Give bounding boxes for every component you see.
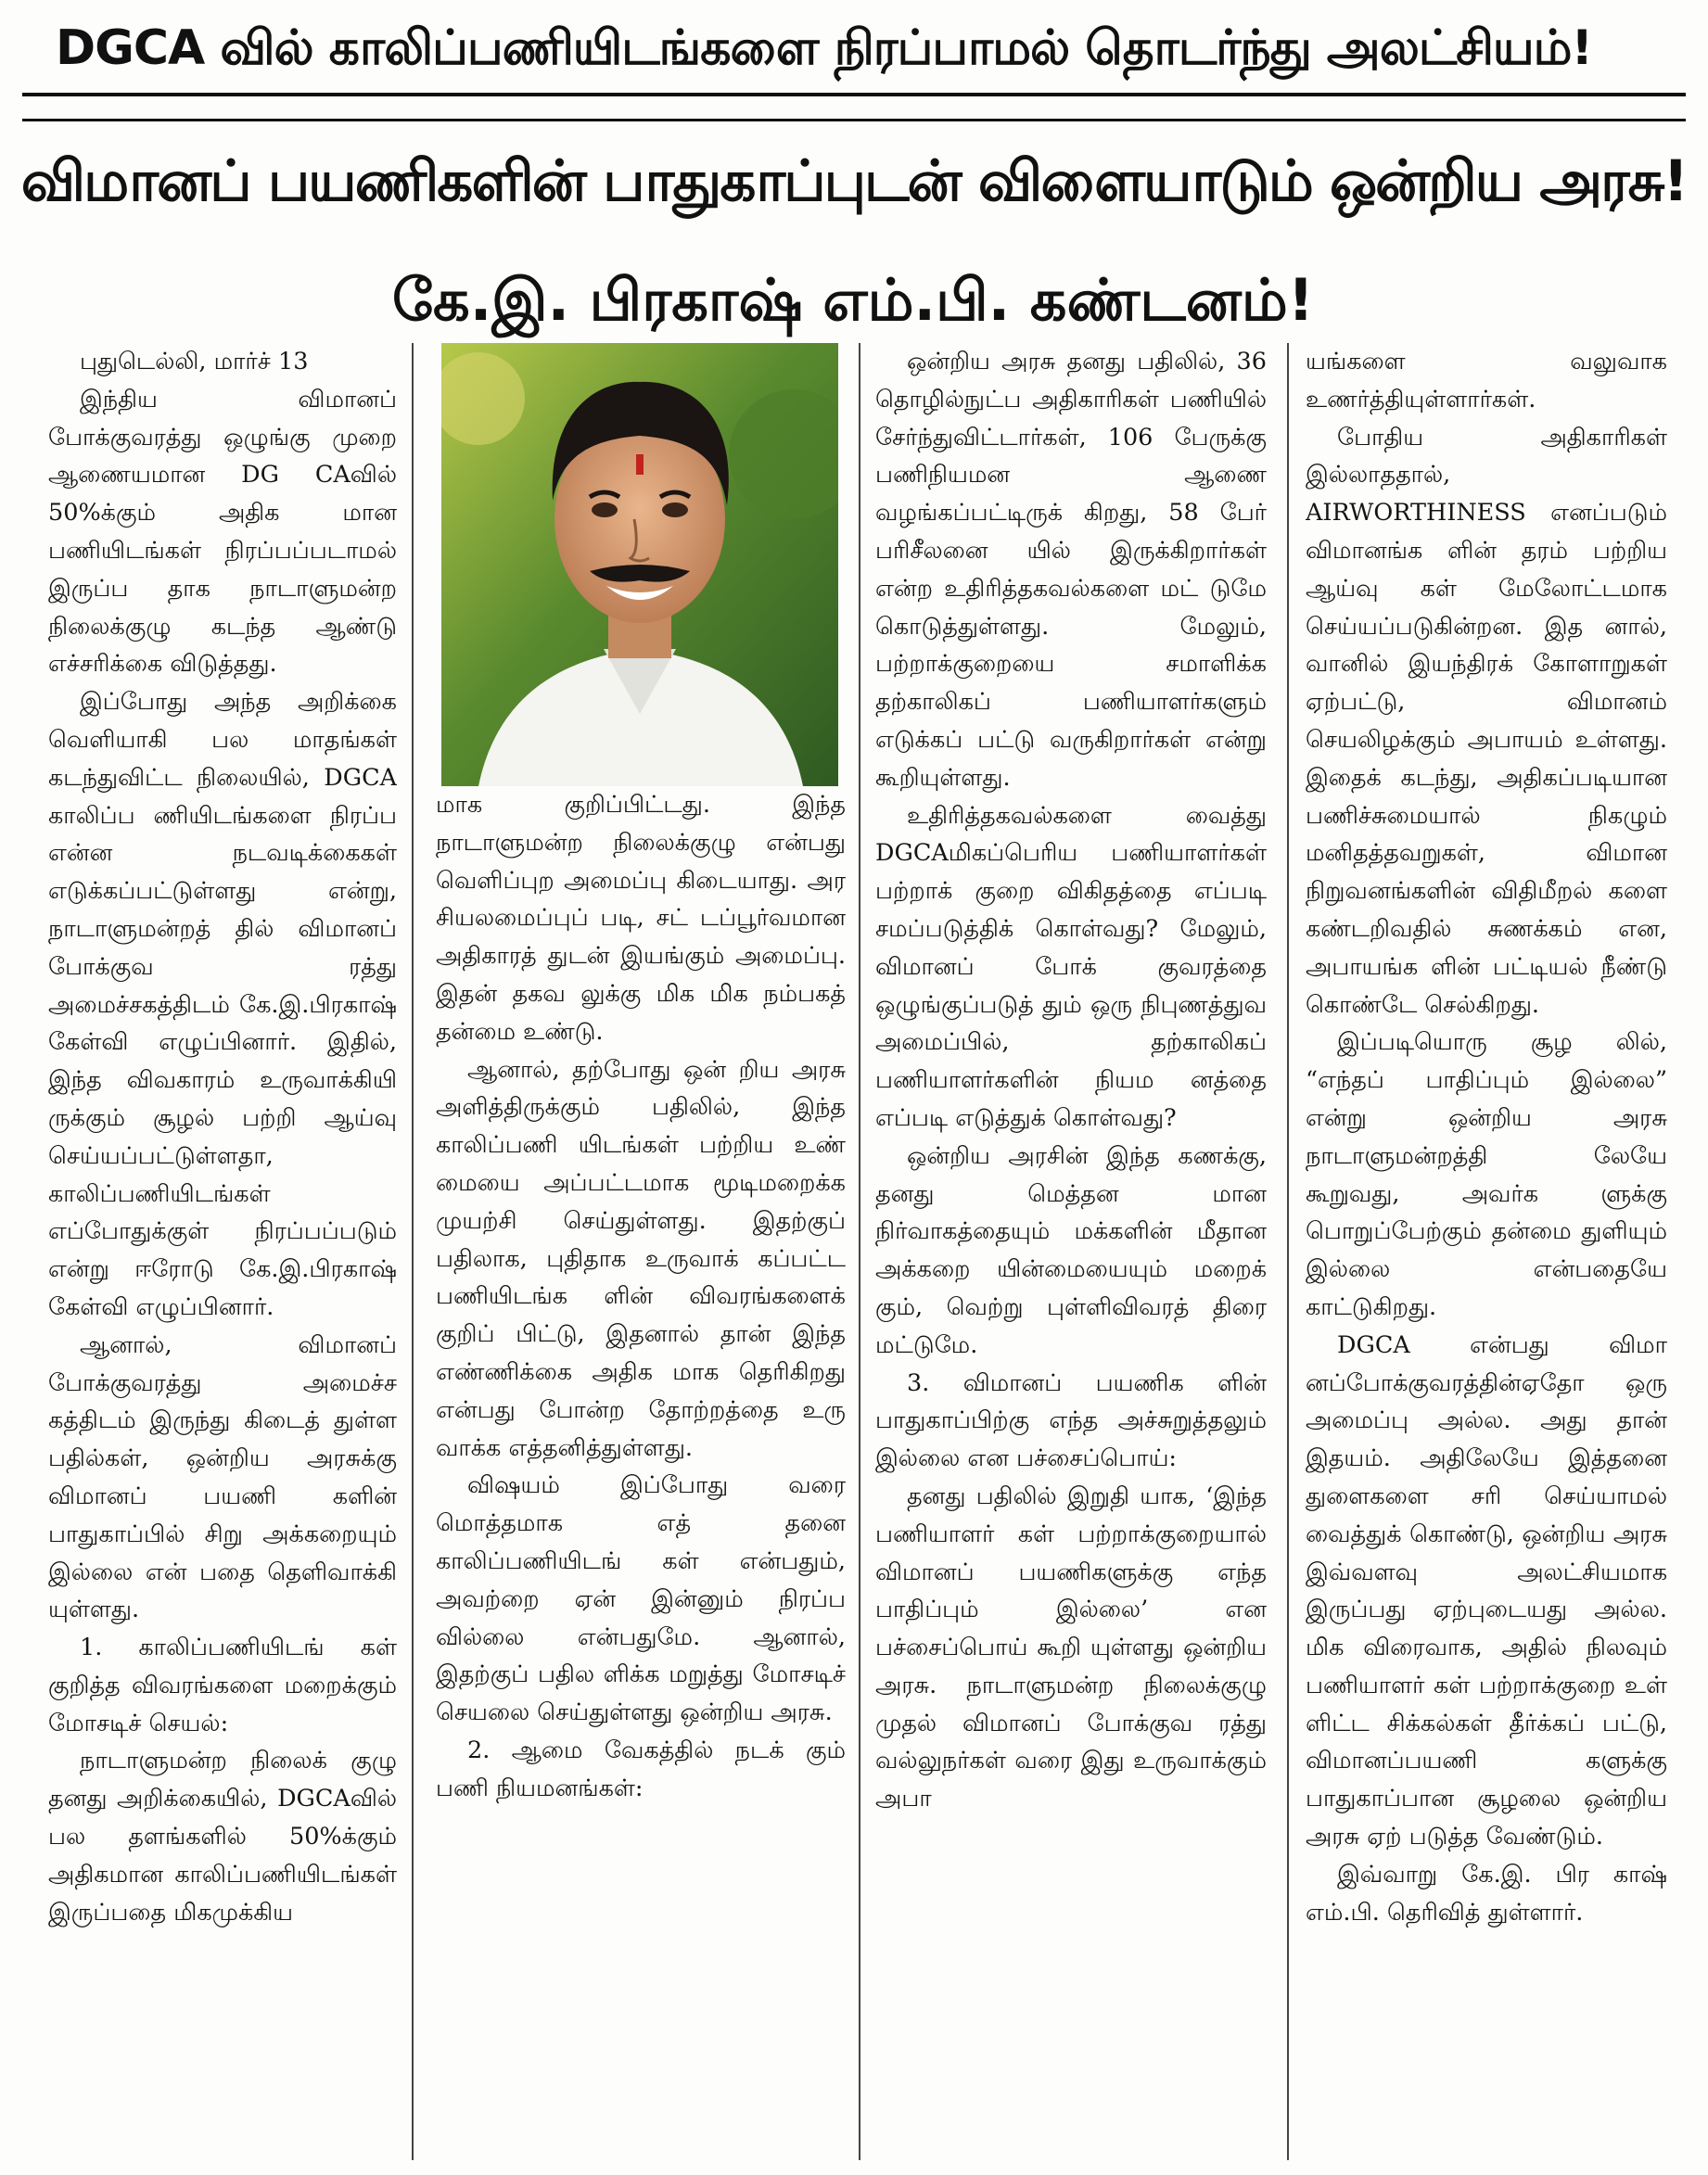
paragraph: இப்போது அந்த அறிக்கை வெளியாகி பல மாதங்கள் கடந்துவிட்ட நிலையில், DGCA காலிப்ப ணியிடங்களை நிரப்ப என்ன நடவடிக்கைகள் எடுக்கப்பட்டுள்ளது என்று, நாடாளுமன்றத் தில் விமானப் போக்குவ ரத்து அமைச்சகத்திடம் கே.இ.பிரகாஷ் கேள்வி எழுப்பினார். இதில், இந்த விவகாரம் உருவாக்கியி ருக்கும் சூழல் பற்றி ஆய்வு செய்யப்பட்டுள்ளதா, காலிப்பணியிடங்கள் எப்போதுக்குள் நிரப்பப்படும் என்று ஈரோடு கே.இ.பிரகாஷ் கேள்வி எழுப்பினார். bbox=[48, 688, 397, 1321]
paragraph: ஒன்றிய அரசு தனது பதிலில், 36 தொழில்நுட்ப அதிகாரிகள் பணியில் சேர்ந்துவிட்டார்கள், 106 பேருக்கு பணிநியமன ஆணை வழங்கப்பட்டிருக் கிறது, 58 பேர் பரிசீலனை யில் இருக்கிறார்கள் என்ற உதிரித்தகவல்களை மட் டுமே கொடுத்துள்ளது. மேலும், பற்றாக்குறையை சமாளிக்க தற்காலிகப் பணியாளர்களும் எடுக்கப் பட்டு வருகிறார்கள் என்று கூறியுள்ளது. bbox=[875, 348, 1267, 792]
paragraph: இவ்வாறு கே.இ. பிர காஷ் எம்.பி. தெரிவித் துள்ளார். bbox=[1306, 1860, 1667, 1927]
paragraph: ஒன்றிய அரசின் இந்த கணக்கு, தனது மெத்தன மான நிர்வாகத்தையும் மக்களின் மீதான அக்கறை யின்மையையும் மறைக் கும், வெற்று புள்ளிவிவரத் திரை மட்டுமே. bbox=[875, 1141, 1267, 1359]
paragraph: உதிரித்தகவல்களை வைத்து DGCAமிகப்பெரிய பணியாளர்கள் பற்றாக் குறை விகிதத்தை எப்படி சமப்படுத்திக் கொள்வது? மேலும், விமானப் போக் குவரத்தை ஒழுங்குப்படுத் தும் ஒரு நிபுணத்துவ அமைப்பில், தற்காலிகப் பணியாளர்களின் நியம னத்தை எப்படி எடுத்துக் கொள்வது? bbox=[875, 801, 1267, 1132]
column-divider bbox=[1287, 343, 1289, 2160]
section-heading: 2. ஆமை வேகத்தில் நடக் கும் பணி நியமனங்கள்: bbox=[436, 1736, 846, 1802]
headline-rule bbox=[22, 119, 1686, 121]
paragraph: யங்களை வலுவாக உணர்த்தியுள்ளார்கள். bbox=[1306, 348, 1667, 413]
dateline: புதுடெல்லி, மார்ச் 13 bbox=[80, 348, 309, 375]
main-headline: விமானப் பயணிகளின் பாதுகாப்புடன் விளையாடும் ஒன்றிய அரசு! bbox=[20, 148, 1688, 214]
paragraph: நாடாளுமன்ற நிலைக் குழு தனது அறிக்கையில், DGCAவில் பல தளங்களில் 50%க்கும் அதிகமான காலிப்பணியிடங்கள் இருப்பதை மிகமுக்கிய bbox=[48, 1747, 397, 1927]
portrait-illustration bbox=[441, 343, 838, 786]
sub-headline: கே.இ. பிரகாஷ் எம்.பி. கண்டனம்! bbox=[392, 266, 1314, 334]
article-column-3 bbox=[875, 343, 1267, 2160]
paragraph: ஆனால், விமானப் போக்குவரத்து அமைச்ச கத்திடம் இருந்து கிடைத் துள்ள பதில்கள், ஒன்றிய அரசுக்கு விமானப் பயணி களின் பாதுகாப்பில் சிறு அக்கறையும் இல்லை என் பதை தெளிவாக்கி யுள்ளது. bbox=[48, 1330, 397, 1624]
article-column-2 bbox=[436, 786, 846, 2163]
paragraph: இப்படியொரு சூழ லில், “எந்தப் பாதிப்பும் இல்லை” என்று ஒன்றிய அரசு நாடாளுமன்றத்தி லேயே கூறுவது, அவர்க ளுக்கு பொறுப்பேற்கும் தன்மை துளியும் இல்லை என்பதையே காட்டுகிறது. bbox=[1306, 1028, 1667, 1321]
paragraph: போதிய அதிகாரிகள் இல்லாததால், AIRWORTHINESS எனப்படும் விமானங்க ளின் தரம் பற்றிய ஆய்வு கள் மேலோட்டமாக செய்யப்படுகின்றன. இத னால், வானில் இயந்திரக் கோளாறுகள் ஏற்பட்டு, விமானம் செயலிழக்கும் அபாயம் உள்ளது. இதைக் கடந்து, அதிகப்படியான பணிச்சுமையால் நிகழும் மனிதத்தவறுகள், விமான நிறுவனங்களின் விதிமீறல் களை கண்டறிவதில் சுணக்கம் என, அபாயங்க ளின் பட்டியல் நீண்டு கொண்டே செல்கிறது. bbox=[1306, 423, 1667, 1019]
section-heading: 1. காலிப்பணியிடங் கள் குறித்த விவரங்களை மறைக்கும் மோசடிச் செயல்: bbox=[48, 1634, 397, 1737]
paragraph: விஷயம் இப்போது வரை மொத்தமாக எத் தனை காலிப்பணியிடங் கள் என்பதும், அவற்றை ஏன் இன்னும் நிரப்ப வில்லை என்பதுமே. ஆனால், இதற்குப் பதில ளிக்க மறுத்து மோசடிச் செயலை செய்துள்ளது ஒன்றிய அரசு. bbox=[436, 1471, 846, 1727]
column-divider bbox=[859, 343, 860, 2160]
paragraph: மாக குறிப்பிட்டது. இந்த நாடாளுமன்ற நிலைக்குழு என்பது வெளிப்புற அமைப்பு கிடையாது. அர சியலமைப்புப் படி, சட் டப்பூர்வமான அதிகாரத் துடன் இயங்கும் அமைப்பு. இதன் தகவ லுக்கு மிக மிக நம்பகத் தன்மை உண்டு. bbox=[436, 791, 846, 1046]
article-column-4 bbox=[1306, 343, 1667, 2160]
top-rule bbox=[22, 93, 1686, 96]
column-divider bbox=[412, 343, 414, 2160]
paragraph: தனது பதிலில் இறுதி யாக, ‘இந்த பணியாளர் கள் பற்றாக்குறையால் விமானப் பயணிகளுக்கு எந்த பாதிப்பும் இல்லை’ என பச்சைப்பொய் கூறி யுள்ளது ஒன்றிய அரசு. நாடாளுமன்ற நிலைக்குழு முதல் விமானப் போக்குவ ரத்து வல்லுநர்கள் வரை இது உருவாக்கும் அபா bbox=[875, 1482, 1267, 1813]
article-column-1 bbox=[48, 343, 397, 2160]
paragraph: இந்திய விமானப் போக்குவரத்து ஒழுங்கு முறை ஆணையமான DG CAவில் 50%க்கும் அதிக மான பணியிடங்கள் நிரப்பப்படாமல் இருப்ப தாக நாடாளுமன்ற நிலைக்குழு கடந்த ஆண்டு எச்சரிக்கை விடுத்தது. bbox=[48, 385, 397, 679]
section-heading: 3. விமானப் பயணிக ளின் பாதுகாப்பிற்கு எந்த அச்சுறுத்தலும் இல்லை என பச்சைப்பொய்: bbox=[875, 1368, 1267, 1473]
paragraph: DGCA என்பது விமா னப்போக்குவரத்தின்ஏதோ ஒரு அமைப்பு அல்ல. அது தான் இதயம். அதிலேயே இத்தனை துளைகளை சரி செய்யாமல் வைத்துக் கொண்டு, ஒன்றிய அரசு இவ்வளவு அலட்சியமாக இருப்பது ஏற்புடையது அல்ல. மிக விரைவாக, அதில் நிலவும் பணியாளர் கள் பற்றாக்குறை உள் ளிட்ட சிக்கல்கள் தீர்க்கப் பட்டு, விமானப்பயணி களுக்கு பாதுகாப்பான சூழலை ஒன்றிய அரசு ஏற் படுத்த வேண்டும். bbox=[1306, 1330, 1667, 1851]
paragraph: ஆனால், தற்போது ஒன் றிய அரசு அளித்திருக்கும் பதிலில், இந்த காலிப்பணி யிடங்கள் பற்றிய உண் மையை அப்பட்டமாக மூடிமறைக்க முயற்சி செய்துள்ளது. இதற்குப் பதிலாக, புதிதாக உருவாக் கப்பட்ட பணியிடங்க ளின் விவரங்களைக் குறிப் பிட்டு, இதனால் தான் இந்த எண்ணிக்கை அதிக மாக தெரிகிறது என்பது போன்ற தோற்றத்தை உரு வாக்க எத்தனித்துள்ளது. bbox=[436, 1055, 846, 1462]
kicker-headline: DGCA வில் காலிப்பணியிடங்களை நிரப்பாமல் தொடர்ந்து அலட்சியம்! bbox=[56, 20, 1593, 76]
photo-portrait bbox=[441, 343, 838, 786]
